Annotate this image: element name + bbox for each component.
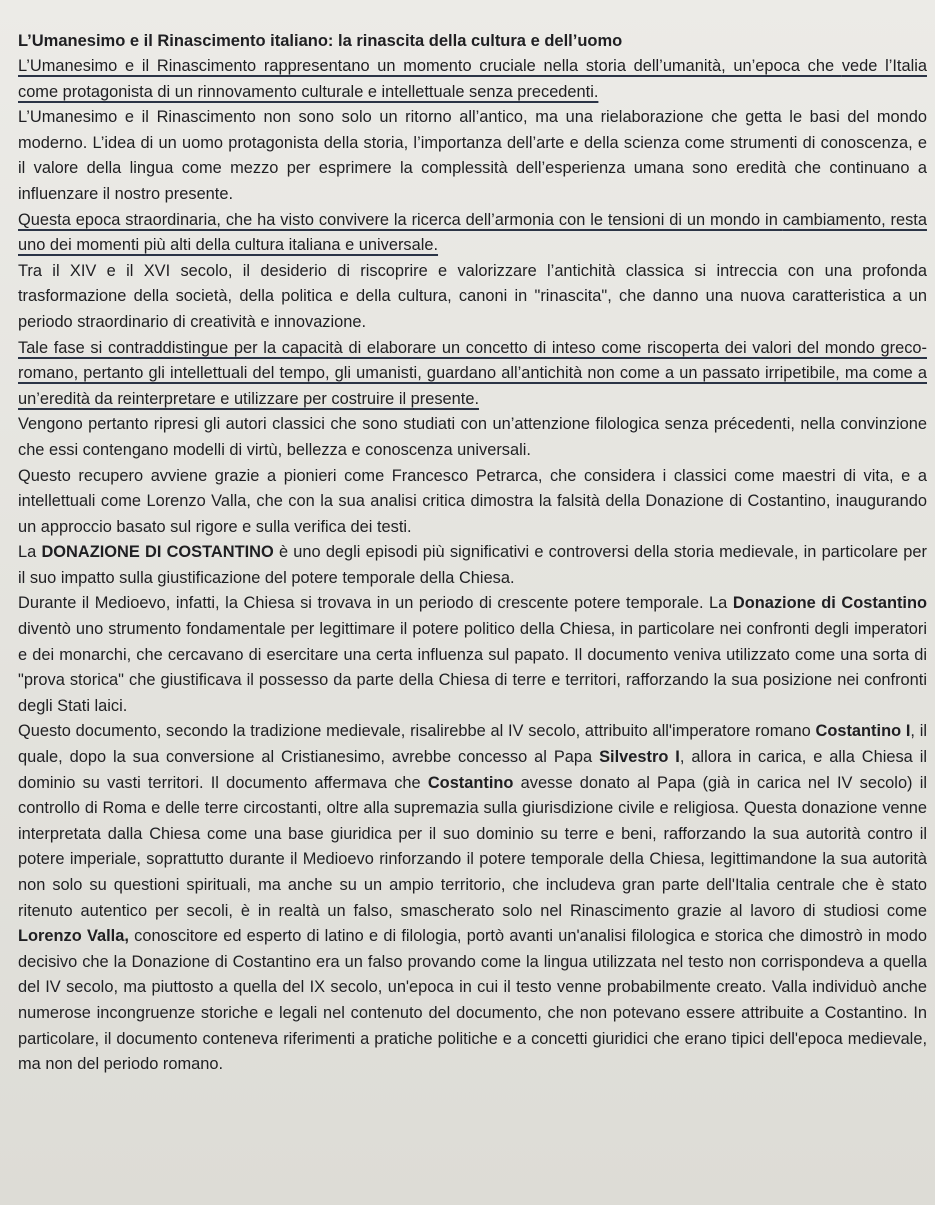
paragraph-xiv-xvi-century (18, 259, 927, 336)
bold-text: Lorenzo Valla, (18, 927, 129, 946)
paragraph-intro (18, 54, 927, 105)
bold-text: Silvestro I (599, 748, 680, 767)
paragraph-extraordinary-epoch (18, 208, 927, 259)
bold-text: DONAZIONE DI COSTANTINO (41, 543, 274, 562)
paragraph-donation-intro (18, 540, 927, 591)
document-title: L’Umanesimo e il Rinascimento italiano: la rinascita della cultura e dell’uomo (18, 32, 623, 50)
paragraph-greco-roman (18, 336, 927, 413)
paragraph-text: , allora in carica, e alla Chiesa il dominio su vasti territori. Il documento affermava che (18, 748, 927, 792)
paragraph-text: L’Umanesimo e il Rinascimento non sono solo un ritorno all’antico, ma una rielaborazione che getta le basi del mondo moderno. L’idea di un uomo protagonista della storia, l’importanza dell’arte e della scienza come strumenti di conoscenza, e il valore della lingua come mezzo per esprimere la complessità dell’esperienza umana sono eredità che continuano a influenzare il nostro presente. (18, 108, 927, 203)
paragraph-text: avesse donato al Papa (già in carica nel IV secolo) il controllo di Roma e delle terre circostanti, oltre alla supremazia sulla giurisdizione civile e religiosa. Questa donazione venne interpretata dalla Chiesa come una base giuridica per il suo dominio su terre e beni, rafforzando la sua autorità contro il potere imperiale, soprattutto durante il Medioevo rinforzando il potere temporale della Chiesa, legittimandone la sua autorità non solo su questioni spirituali, ma anche su un ampio territorio, che includeva gran parte dell'Italia centrale che è stato ritenuto autentico per secoli, è in realtà un falso, smascherato solo nel Rinascimento grazie al lavoro di studiosi come (18, 773, 927, 920)
paragraph-text: , il quale, dopo la sua conversione al Cristianesimo, avrebbe concesso al Papa (18, 722, 927, 767)
paragraph-text: Vengono pertanto ripresi gli autori classici che sono studiati con un’attenzione filologica senza précedenti, nella convinzione che essi contengano modelli di virtù, bellezza e conoscenza universali. (18, 415, 927, 459)
paragraph-modern-world (18, 105, 927, 207)
bold-text: Costantino I (815, 722, 911, 741)
paragraph-text: conoscitore ed esperto di latino e di filologia, portò avanti un'analisi filologica e storica che dimostrò in modo decisivo che la Donazione di Costantino era un falso provando come la lingua utilizzata nel testo non corrispondeva a quella del IV secolo, ma piuttosto a quella del IX secolo, un'epoca in cui il testo venne probabilmente creato. Valla individuò anche numerose incongruenze storiche e legali nel contenuto del documento, che non potevano essere attribuite a Costantino. In particolare, il documento conteneva riferimenti a pratiche politiche e a concetti giuridici che erano tipici dell'epoca medievale, ma non del periodo romano. (18, 927, 927, 1074)
underlined-text: Tale fase si contraddistingue per la capacità di elaborare un concetto di inteso come riscoperta dei valori del mondo greco-romano, pertanto gli intellettuali del tempo, gli umanisti, guardano all’antichità non come a un passato irripetibile, ma come a un’eredità da reinterpretare e utilizzare per costruire il presente. (18, 338, 927, 408)
underlined-text: cambiamento, resta uno dei momenti più alti della cultura italiana e universale. (18, 210, 927, 255)
underlined-text: L’Umanesimo e il Rinascimento rappresentano un momento cruciale nella storia dell’umanità, un’epoca che (18, 57, 842, 75)
underlined-text: Questa epoca straordinaria, che ha visto convivere la ricerca dell’armonia con le tensioni di un mondo in (18, 210, 783, 229)
paragraph-text: Durante il Medioevo, infatti, la Chiesa si trovava in un periodo di crescente potere temporale. La (18, 594, 733, 613)
paragraph-document-details (18, 719, 927, 1077)
underlined-text: vede l’Italia come protagonista di un rinnovamento culturale e intellettuale senza precedenti. (18, 57, 927, 101)
paragraph-text: è uno degli episodi più significativi e controversi della storia medievale, in particolare per il suo impatto sulla giustificazione del potere temporale della Chiesa. (18, 543, 927, 587)
paragraph-text: Questo recupero avviene grazie a pionieri come Francesco Petrarca, che considera i classici come maestri di vita, e a intellettuali come Lorenzo Valla, che con la sua analisi critica dimostra la falsità della Donazione di Costantino, inaugurando un approccio basato sul rigore e sulla verifica dei testi. (18, 466, 927, 536)
paragraph-text: La (18, 543, 42, 562)
bold-text: Donazione di Costantino (732, 594, 927, 613)
bold-text: Costantino (427, 773, 514, 792)
paragraph-text: Questo documento, secondo la tradizione medievale, risalirebbe al IV secolo, attribuito all'imperatore romano (18, 722, 816, 741)
paragraph-text: diventò uno strumento fondamentale per legittimare il potere politico della Chiesa, in particolare nei confronti degli imperatori e dei monarchi, che cercavano di esercitare una certa influenza sul papato. Il documento veniva utilizzato come una sorta di "prova storica" che giustificava il possesso da parte della Chiesa di terre e territori, rafforzando la sua posizione nei confronti degli Stati laici. (18, 620, 927, 715)
paragraph-middle-ages (18, 591, 927, 719)
paragraph-pioneers (18, 464, 927, 541)
paragraph-text: Tra il XIV e il XVI secolo, il desiderio di riscoprire e valorizzare l’antichità classica si intreccia con una profonda trasformazione della società, della politica e della cultura, canoni in "rinascita", che danno una nuova caratteristica a un periodo straordinario di creatività e innovazione. (18, 261, 927, 331)
paragraph-classic-authors (18, 412, 927, 463)
